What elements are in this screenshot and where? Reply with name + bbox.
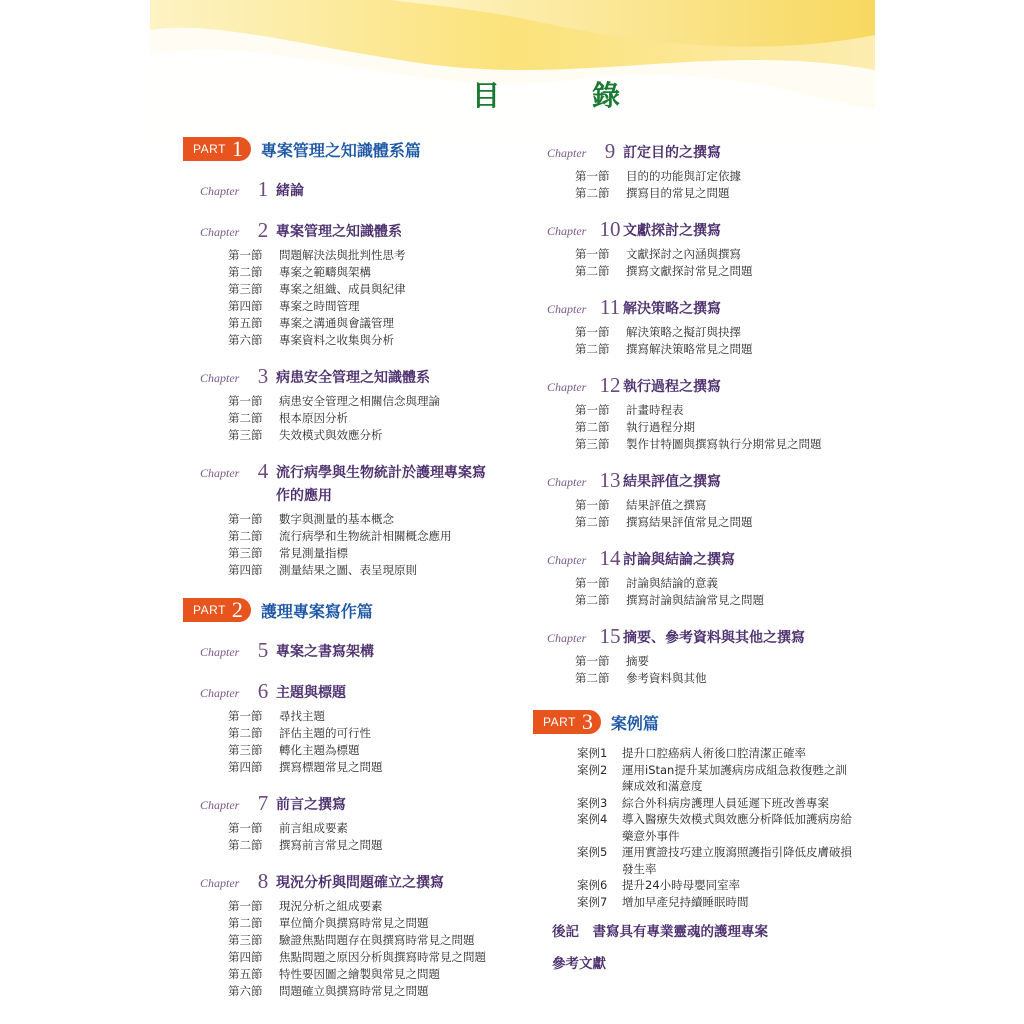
part-word: PART — [193, 142, 226, 156]
section-item[interactable]: 第四節 專案之時間管理 — [228, 299, 360, 313]
toc-page — [150, 0, 875, 1024]
section-item[interactable]: 第一節 目的的功能與訂定依據 — [575, 169, 741, 183]
chapter-number: 14 — [599, 546, 621, 570]
chapter-11-sections — [575, 324, 867, 358]
chapter-9[interactable] — [547, 138, 867, 165]
section-item[interactable]: 第二節 撰寫文獻探討常見之問題 — [575, 264, 753, 278]
part-badge — [533, 710, 601, 734]
chapter-2[interactable] — [200, 217, 513, 244]
section-item[interactable]: 第二節 撰寫目的常見之問題 — [575, 186, 730, 200]
chapter-4-sections — [228, 511, 513, 579]
chapter-word: Chapter — [200, 686, 240, 700]
chapter-14[interactable] — [547, 545, 867, 572]
section-item[interactable]: 第五節 特性要因圖之繪製與常見之問題 — [228, 967, 440, 981]
part-title: 護理專案寫作篇 — [260, 601, 373, 621]
chapter-word: Chapter — [200, 225, 240, 239]
chapter-10-sections — [575, 246, 867, 280]
part-2-header[interactable] — [183, 597, 513, 623]
chapter-title: 主題與標題 — [276, 685, 346, 701]
chapter-title: 文獻探討之撰寫 — [623, 223, 721, 239]
chapter-15-sections — [575, 653, 867, 687]
chapter-13-sections — [575, 497, 867, 531]
part-number: 2 — [231, 597, 243, 622]
chapter-title: 現況分析與問題確立之撰寫 — [276, 875, 444, 891]
chapter-8[interactable] — [200, 868, 513, 895]
chapter-word: Chapter — [200, 876, 240, 890]
chapter-4[interactable] — [200, 458, 513, 508]
section-item[interactable]: 第二節 撰寫解決策略常見之問題 — [575, 342, 753, 356]
section-item[interactable]: 第二節 流行病學和生物統計相關概念應用 — [228, 529, 452, 543]
chapter-word: Chapter — [547, 475, 587, 489]
chapter-12-sections — [575, 402, 867, 453]
chapter-title: 討論與結論之撰寫 — [623, 552, 735, 568]
chapter-number: 4 — [257, 459, 269, 483]
chapter-word: Chapter — [547, 146, 587, 160]
section-item[interactable]: 第一節 計畫時程表 — [575, 403, 684, 417]
section-item[interactable]: 第二節 撰寫討論與結論常見之問題 — [575, 593, 764, 607]
part-1-header[interactable] — [183, 136, 513, 162]
chapter-number: 11 — [599, 295, 621, 319]
chapter-7[interactable] — [200, 790, 513, 817]
part-badge — [183, 598, 251, 622]
chapter-5[interactable] — [200, 637, 513, 664]
chapter-word: Chapter — [547, 224, 587, 238]
section-item[interactable]: 第一節 結果評值之撰寫 — [575, 498, 707, 512]
chapter-word: Chapter — [200, 371, 240, 385]
chapter-number: 10 — [599, 217, 621, 241]
part-title: 案例篇 — [610, 713, 659, 733]
afterword-entry[interactable]: 後記 書寫具有專業靈魂的護理專案 — [552, 924, 768, 940]
case-item[interactable]: 案例4 導入醫療失效模式與效應分析降低加護病房給藥意外事件 — [577, 812, 852, 843]
section-item[interactable]: 第一節 尋找主題 — [228, 709, 325, 723]
references-entry[interactable]: 參考文獻 — [552, 956, 606, 972]
section-item[interactable]: 第六節 專案資料之收集與分析 — [228, 333, 394, 347]
section-item[interactable]: 第三節 失效模式與效應分析 — [228, 428, 383, 442]
chapter-title: 摘要、參考資料與其他之撰寫 — [623, 630, 805, 646]
chapter-6[interactable] — [200, 678, 513, 705]
case-item[interactable]: 案例3 綜合外科病房護理人員延遲下班改善專案 — [577, 795, 829, 810]
chapter-number: 3 — [257, 364, 269, 388]
chapter-13[interactable] — [547, 467, 867, 494]
chapter-number: 12 — [599, 373, 621, 397]
chapter-8-sections — [228, 898, 513, 1000]
chapter-word: Chapter — [547, 302, 587, 316]
left-column — [183, 136, 513, 1000]
part-title: 專案管理之知識體系篇 — [260, 140, 421, 160]
part-number: 1 — [231, 136, 243, 161]
chapter-word: Chapter — [547, 380, 587, 394]
section-item[interactable]: 第四節 焦點問題之原因分析與撰寫時常見之問題 — [228, 950, 486, 964]
case-item[interactable]: 案例5 運用實證技巧建立腹瀉照護指引降低皮膚破損發生率 — [577, 845, 852, 876]
chapter-2-sections — [228, 247, 513, 349]
chapter-number: 2 — [257, 218, 269, 242]
section-item[interactable]: 第三節 轉化主題為標題 — [228, 743, 360, 757]
section-item[interactable]: 第一節 現況分析之組成要素 — [228, 899, 383, 913]
chapter-word: Chapter — [547, 631, 587, 645]
section-item[interactable]: 第一節 問題解決法與批判性思考 — [228, 248, 406, 262]
chapter-9-sections — [575, 168, 867, 202]
case-item[interactable]: 案例6 提升24小時母嬰同室率 — [577, 878, 741, 892]
section-item[interactable]: 第二節 根本原因分析 — [228, 411, 348, 425]
chapter-title: 專案之書寫架構 — [276, 644, 374, 660]
chapter-number: 9 — [604, 139, 616, 163]
chapter-word: Chapter — [200, 184, 240, 198]
chapter-7-sections — [228, 820, 513, 854]
chapter-11[interactable] — [547, 294, 867, 321]
chapter-title: 結果評值之撰寫 — [623, 474, 721, 490]
section-item[interactable]: 第六節 問題確立與撰寫時常見之問題 — [228, 984, 429, 998]
section-item[interactable]: 第一節 文獻探討之內涵與撰寫 — [575, 247, 741, 261]
part-number: 3 — [581, 709, 593, 734]
section-item[interactable]: 第二節 評估主題的可行性 — [228, 726, 371, 740]
section-item[interactable]: 第一節 數字與測量的基本概念 — [228, 512, 394, 526]
chapter-title: 訂定目的之撰寫 — [623, 145, 721, 161]
chapter-6-sections — [228, 708, 513, 776]
section-item[interactable]: 第一節 討論與結論的意義 — [575, 576, 718, 590]
part-word: PART — [193, 603, 226, 617]
chapter-10[interactable] — [547, 216, 867, 243]
case-item[interactable]: 案例7 增加早產兒持續睡眠時間 — [577, 894, 749, 909]
chapter-title: 流行病學與生物統計於護理專案寫 作的應用 — [276, 465, 486, 504]
chapter-word: Chapter — [200, 798, 240, 812]
section-item[interactable]: 第五節 專案之溝通與會議管理 — [228, 316, 394, 330]
chapter-number: 8 — [257, 869, 269, 893]
case-item[interactable]: 案例2 運用iStan提升某加護病房成組急救復甦之訓練成效和滿意度 — [577, 762, 847, 793]
header-wave-decoration — [150, 0, 875, 140]
chapter-title: 緒論 — [276, 183, 304, 199]
chapter-title: 執行過程之撰寫 — [623, 379, 721, 395]
chapter-12[interactable] — [547, 372, 867, 399]
chapter-number: 1 — [257, 177, 269, 201]
chapter-number: 15 — [599, 624, 621, 648]
chapter-title: 解決策略之撰寫 — [623, 301, 721, 317]
chapter-1[interactable] — [200, 176, 513, 203]
part-word: PART — [543, 715, 576, 729]
section-item[interactable]: 第二節 單位簡介與撰寫時常見之問題 — [228, 916, 429, 930]
section-item[interactable]: 第二節 執行過程分期 — [575, 420, 695, 434]
section-item[interactable]: 第三節 常見測量指標 — [228, 546, 348, 560]
section-item[interactable]: 第一節 解決策略之擬訂與抉擇 — [575, 325, 741, 339]
section-item[interactable]: 第四節 測量結果之圖、表呈現原則 — [228, 563, 417, 577]
section-item[interactable]: 第一節 前言組成要素 — [228, 821, 348, 835]
chapter-14-sections — [575, 575, 867, 609]
case-item[interactable]: 案例1 提升口腔癌病人術後口腔清潔正確率 — [577, 746, 806, 760]
section-item[interactable]: 第三節 驗證焦點問題存在與撰寫時常見之問題 — [228, 933, 475, 947]
part-badge — [183, 137, 251, 161]
chapter-word: Chapter — [200, 466, 240, 480]
chapter-word: Chapter — [200, 645, 240, 659]
section-item[interactable]: 第二節 撰寫前言常見之問題 — [228, 838, 383, 852]
section-item[interactable]: 第二節 專案之範疇與架構 — [228, 265, 371, 279]
section-item[interactable]: 第一節 摘要 — [575, 654, 649, 668]
chapter-title: 專案管理之知識體系 — [276, 224, 402, 240]
section-item[interactable]: 第三節 專案之組織、成員與紀律 — [228, 282, 406, 296]
case-list — [577, 745, 867, 910]
chapter-number: 5 — [257, 638, 269, 662]
section-item[interactable]: 第二節 撰寫結果評值常見之問題 — [575, 515, 753, 529]
section-item[interactable]: 第四節 撰寫標題常見之問題 — [228, 760, 383, 774]
right-column — [543, 126, 867, 972]
chapter-number: 6 — [257, 679, 269, 703]
section-item[interactable]: 第三節 製作甘特圖與撰寫執行分期常見之問題 — [575, 437, 822, 451]
chapter-number: 13 — [599, 468, 621, 492]
chapter-title: 前言之撰寫 — [276, 797, 346, 813]
chapter-number: 7 — [257, 791, 269, 815]
page-title: 目 錄 — [472, 79, 653, 112]
chapter-15[interactable] — [547, 623, 867, 650]
chapter-title: 病患安全管理之知識體系 — [276, 370, 430, 386]
chapter-3[interactable] — [200, 363, 513, 390]
section-item[interactable]: 第二節 參考資料與其他 — [575, 671, 707, 685]
section-item[interactable]: 第一節 病患安全管理之相關信念與理論 — [228, 394, 440, 408]
part-3-header[interactable] — [533, 709, 867, 735]
chapter-3-sections — [228, 393, 513, 444]
chapter-word: Chapter — [547, 553, 587, 567]
